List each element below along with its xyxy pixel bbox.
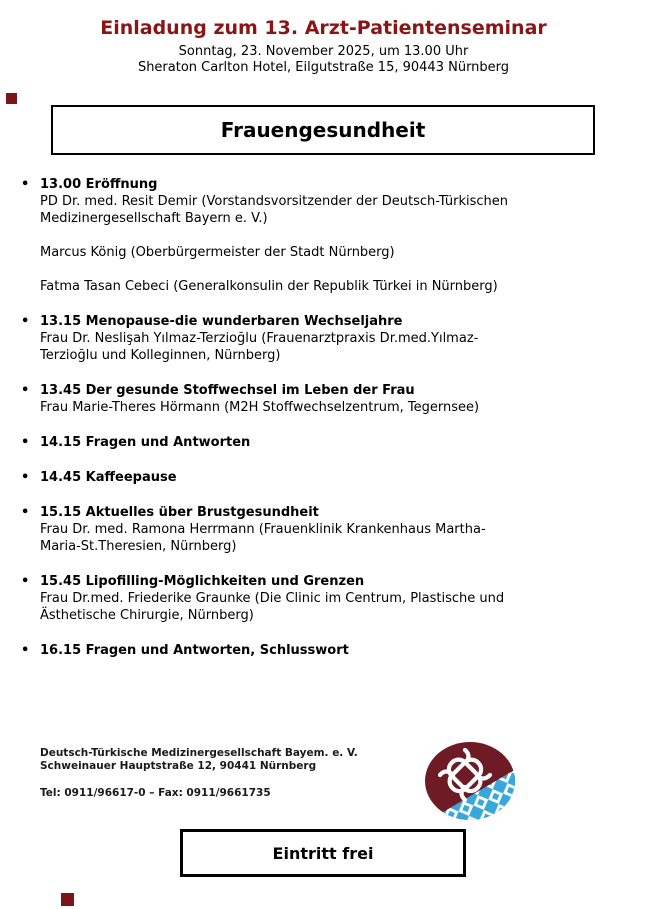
agenda-spacer [40, 261, 625, 278]
agenda-item-detail: Marcus König (Oberbürgermeister der Stadt Nürnberg) [40, 245, 395, 260]
agenda-item [40, 434, 625, 451]
topic-title: Frauengesundheit [220, 118, 426, 142]
event-venue: Sheraton Carlton Hotel, Eilgutstraße 15, 90443 Nürnberg [137, 60, 510, 75]
agenda-item-title: • 16.15 Fragen und Antworten, Schlusswort [40, 643, 349, 658]
agenda-item-detail: Frau Dr.med. Friederike Graunke (Die Clinic im Centrum, Plastische und [40, 591, 505, 606]
admission-banner [180, 829, 466, 877]
agenda-item [40, 573, 625, 624]
agenda-spacer [40, 227, 625, 244]
decor-square-bottom [61, 893, 74, 906]
decor-square-top [6, 93, 17, 104]
agenda-item [40, 313, 625, 364]
admission-label: Eintritt frei [272, 843, 374, 863]
agenda-item-detail: Ästhetische Chirurgie, Nürnberg) [40, 608, 254, 623]
agenda-item-title: • 15.45 Lipofilling-Möglichkeiten und Grenzen [40, 574, 365, 589]
flyer-header [0, 17, 647, 76]
topic-banner [51, 105, 595, 155]
agenda-item-detail: Fatma Tasan Cebeci (Generalkonsulin der Republik Türkei in Nürnberg) [40, 279, 498, 294]
agenda-item-detail: PD Dr. med. Resit Demir (Vorstandsvorsitzender der Deutsch-Türkischen [40, 194, 509, 209]
agenda-list [40, 176, 625, 677]
agenda-item-detail: Maria-St.Theresien, Nürnberg) [40, 539, 237, 554]
agenda-item [40, 642, 625, 659]
organizer-info [40, 747, 358, 800]
agenda-item-detail: Frau Marie-Theres Hörmann (M2H Stoffwechselzentrum, Tegernsee) [40, 400, 480, 415]
event-date: Sonntag, 23. November 2025, um 13.00 Uhr [178, 44, 469, 59]
agenda-item-title: • 13.00 Eröffnung [40, 177, 158, 192]
organizer-address: Schweinauer Hauptstraße 12, 90441 Nürnberg [40, 760, 317, 772]
agenda-item-title: • 13.45 Der gesunde Stoffwechsel im Leben der Frau [40, 383, 415, 398]
agenda-item [40, 469, 625, 486]
agenda-item-detail: Terzioğlu und Kolleginnen, Nürnberg) [40, 348, 281, 363]
agenda-item [40, 504, 625, 555]
agenda-item-detail: Medizinergesellschaft Bayern e. V.) [40, 211, 268, 226]
agenda-item-detail: Frau Dr. med. Ramona Herrmann (Frauenklinik Krankenhaus Martha- [40, 522, 486, 537]
agenda-item-title: • 15.15 Aktuelles über Brustgesundheit [40, 505, 319, 520]
organizer-name: Deutsch-Türkische Medizinergesellschaft Bayem. e. V. [40, 747, 358, 759]
agenda-item-title: • 14.15 Fragen und Antworten [40, 435, 251, 450]
agenda-item-detail: Frau Dr. Neslişah Yılmaz-Terzioğlu (Frauenarztpraxis Dr.med.Yılmaz- [40, 331, 479, 346]
organizer-contact: Tel: 0911/96617-0 – Fax: 0911/9661735 [40, 787, 271, 799]
agenda-item-title: • 13.15 Menopause-die wunderbaren Wechseljahre [40, 314, 403, 329]
agenda-item [40, 176, 625, 295]
agenda-item-title: • 14.45 Kaffeepause [40, 470, 177, 485]
agenda-item [40, 382, 625, 416]
page-title: Einladung zum 13. Arzt-Patientenseminar [100, 17, 547, 39]
society-logo-icon [424, 741, 516, 821]
